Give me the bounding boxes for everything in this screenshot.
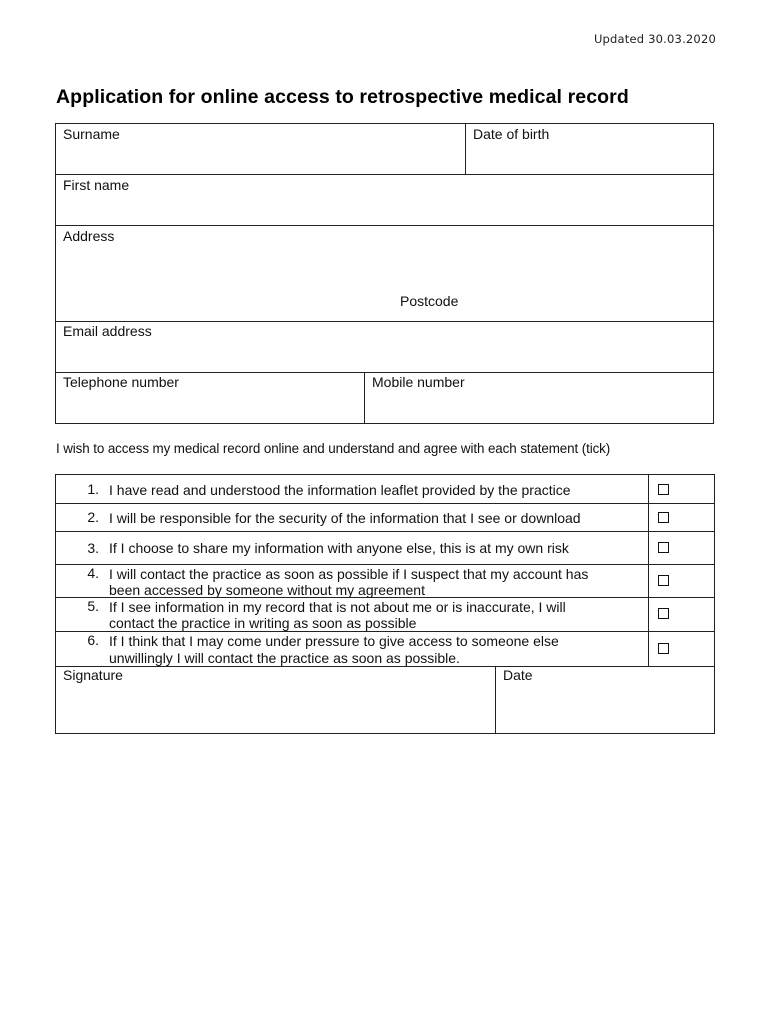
statement-3-checkbox[interactable]	[658, 542, 669, 553]
surname-cell	[55, 123, 466, 175]
statement-number: 3.	[87, 540, 99, 556]
statement-text: If I see information in my record that is not about me or is inaccurate, I will	[109, 599, 566, 615]
statement-row-3	[55, 531, 649, 565]
statement-5-checkbox[interactable]	[658, 608, 669, 619]
tick-cell-2	[648, 503, 715, 532]
updated-date: Updated 30.03.2020	[593, 32, 716, 46]
agreement-intro: I wish to access my medical record online and understand and agree with each statement (tick)	[56, 441, 611, 456]
dob-label: Date of birth	[473, 126, 550, 142]
telephone-cell	[55, 372, 365, 424]
statement-row-4	[55, 564, 649, 598]
dob-cell	[465, 123, 714, 175]
telephone-input[interactable]	[62, 395, 358, 419]
statement-text: I will be responsible for the security of the information that I see or download	[109, 510, 581, 526]
tick-cell-6	[648, 631, 715, 667]
statement-6-checkbox[interactable]	[658, 643, 669, 654]
statement-row-5	[55, 597, 649, 632]
email-input[interactable]	[62, 344, 706, 368]
signature-cell	[55, 666, 496, 734]
mobile-label: Mobile number	[372, 374, 465, 390]
statement-4-checkbox[interactable]	[658, 575, 669, 586]
form-title: Application for online access to retrospective medical record	[56, 86, 629, 108]
email-label: Email address	[63, 323, 152, 339]
date-input[interactable]	[502, 689, 708, 727]
postcode-label: Postcode	[400, 293, 459, 309]
statement-row-1	[55, 474, 649, 504]
first-name-input[interactable]	[62, 197, 706, 221]
statement-row-6	[55, 631, 649, 667]
statement-text: If I choose to share my information with anyone else, this is at my own risk	[109, 540, 569, 556]
email-cell	[55, 321, 714, 373]
date-cell	[495, 666, 715, 734]
postcode-input[interactable]	[472, 290, 708, 314]
tick-cell-3	[648, 531, 715, 565]
address-cell	[55, 225, 714, 322]
address-input[interactable]	[62, 248, 706, 288]
surname-input[interactable]	[62, 146, 458, 170]
date-label: Date	[503, 667, 533, 683]
statement-1-checkbox[interactable]	[658, 484, 669, 495]
signature-label: Signature	[63, 667, 123, 683]
statement-text: I will contact the practice as soon as possible if I suspect that my account has	[109, 566, 589, 582]
address-label: Address	[63, 228, 115, 244]
statement-number: 2.	[87, 509, 99, 525]
statement-2-checkbox[interactable]	[658, 512, 669, 523]
statement-text-line2: contact the practice in writing as soon as possible	[109, 615, 417, 631]
statement-text: I have read and understood the information leaflet provided by the practice	[109, 482, 571, 498]
tick-cell-4	[648, 564, 715, 598]
tick-cell-5	[648, 597, 715, 632]
statement-row-2	[55, 503, 649, 532]
mobile-cell	[364, 372, 714, 424]
dob-input[interactable]	[472, 146, 708, 170]
telephone-label: Telephone number	[63, 374, 179, 390]
statement-number: 1.	[87, 481, 99, 497]
statement-text: If I think that I may come under pressure to give access to someone else	[109, 633, 559, 649]
statement-number: 5.	[87, 598, 99, 614]
statement-number: 6.	[87, 632, 99, 648]
tick-cell-1	[648, 474, 715, 504]
surname-label: Surname	[63, 126, 120, 142]
statement-number: 4.	[87, 565, 99, 581]
first-name-label: First name	[63, 177, 130, 193]
first-name-cell	[55, 174, 714, 226]
mobile-input[interactable]	[371, 395, 707, 419]
signature-input[interactable]	[62, 689, 490, 727]
statement-text-line2: been accessed by someone without my agreement	[109, 582, 425, 598]
statement-text-line2: unwillingly I will contact the practice as soon as possible.	[109, 650, 460, 666]
